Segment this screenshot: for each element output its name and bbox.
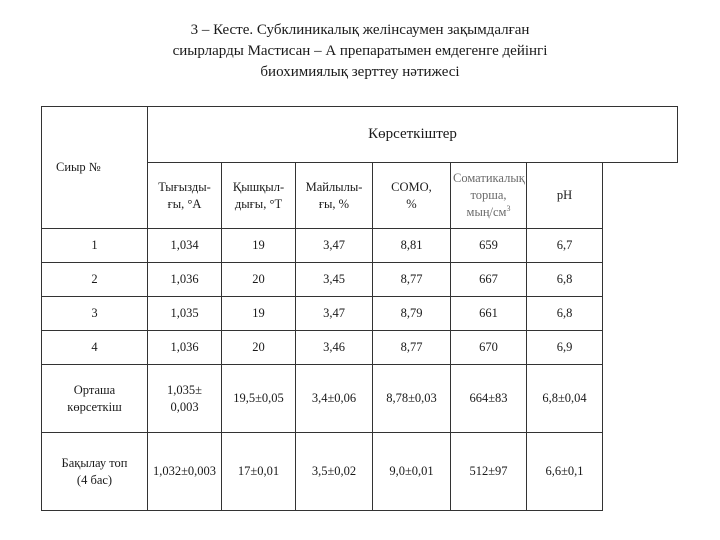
density-value: 1,036	[148, 263, 222, 297]
density-average: 1,035± 0,003	[148, 365, 222, 433]
density-value: 1,036	[148, 331, 222, 365]
somo-value: 8,77	[373, 331, 451, 365]
density-header: Тығызды- ғы, °А	[148, 163, 222, 229]
fat-value: 3,47	[296, 229, 373, 263]
somatic-value: 670	[451, 331, 527, 365]
control-row	[42, 433, 678, 511]
table-row	[42, 263, 678, 297]
caption-line-3: биохимиялық зерттеу нәтижесі	[260, 64, 460, 80]
average-row	[42, 365, 678, 433]
somo-value: 8,77	[373, 263, 451, 297]
acidity-average: 19,5±0,05	[222, 365, 296, 433]
density-control: 1,032±0,003	[148, 433, 222, 511]
fat-value: 3,45	[296, 263, 373, 297]
table-row	[42, 297, 678, 331]
fat-average: 3,4±0,06	[296, 365, 373, 433]
density-value: 1,034	[148, 229, 222, 263]
somatic-value: 661	[451, 297, 527, 331]
somo-value: 8,79	[373, 297, 451, 331]
ph-control: 6,6±0,1	[527, 433, 603, 511]
cow-number-header: Сиыр №	[42, 107, 148, 229]
acidity-value: 20	[222, 263, 296, 297]
density-value: 1,035	[148, 297, 222, 331]
ph-value: 6,7	[527, 229, 603, 263]
somatic-control: 512±97	[451, 433, 527, 511]
fat-value: 3,46	[296, 331, 373, 365]
somo-average: 8,78±0,03	[373, 365, 451, 433]
acidity-value: 19	[222, 297, 296, 331]
cow-id: 1	[42, 229, 148, 263]
control-label: Бақылау топ (4 бас)	[42, 433, 148, 511]
acidity-value: 19	[222, 229, 296, 263]
acidity-header: Қышқыл- дығы, °Т	[222, 163, 296, 229]
somatic-average: 664±83	[451, 365, 527, 433]
fat-control: 3,5±0,02	[296, 433, 373, 511]
cow-id: 2	[42, 263, 148, 297]
acidity-value: 20	[222, 331, 296, 365]
somo-control: 9,0±0,01	[373, 433, 451, 511]
somatic-value: 667	[451, 263, 527, 297]
cow-id: 4	[42, 331, 148, 365]
ph-value: 6,9	[527, 331, 603, 365]
fat-header: Майлылы- ғы, %	[296, 163, 373, 229]
biochemistry-table	[41, 106, 678, 511]
table-row	[42, 331, 678, 365]
ph-value: 6,8	[527, 263, 603, 297]
ph-value: 6,8	[527, 297, 603, 331]
somo-value: 8,81	[373, 229, 451, 263]
average-label: Орташа көрсеткіш	[42, 365, 148, 433]
somatic-value: 659	[451, 229, 527, 263]
ph-header: pH	[527, 163, 603, 229]
caption-line-2: сиырларды Мастисан – А препаратымен емдегенге дейінгі	[172, 43, 548, 59]
table-row	[42, 229, 678, 263]
acidity-control: 17±0,01	[222, 433, 296, 511]
fat-value: 3,47	[296, 297, 373, 331]
somo-header: СОМО, %	[373, 163, 451, 229]
ph-average: 6,8±0,04	[527, 365, 603, 433]
indicators-header: Көрсеткіштер	[148, 107, 678, 163]
caption-line-1: 3 – Кесте. Субклиникалық желінсаумен зақымдалған	[190, 22, 530, 38]
table-caption	[100, 20, 620, 83]
somatic-cells-header: Соматикалық торша, мың/$см^3$	[451, 163, 527, 229]
cow-id: 3	[42, 297, 148, 331]
